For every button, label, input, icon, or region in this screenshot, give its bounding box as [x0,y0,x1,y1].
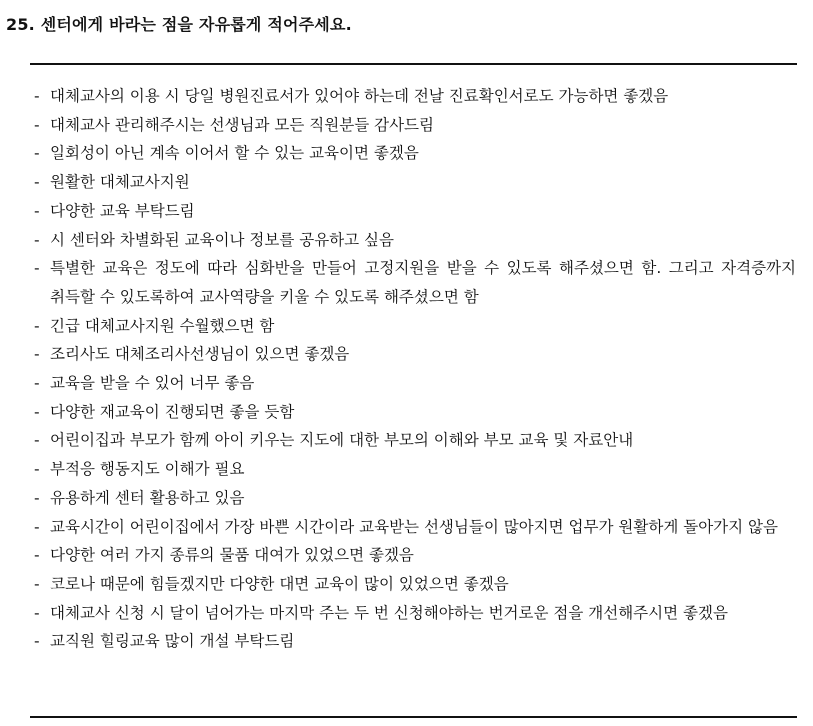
bullet-dash: - [34,144,40,163]
answer-text: 조리사도 대체조리사선생님이 있으면 좋겠음 [50,345,350,364]
list-item [34,312,796,341]
answer-text: 부적응 행동지도 이해가 필요 [50,460,245,479]
answer-text: 대체교사의 이용 시 당일 병원진료서가 있어야 하는데 전날 진료확인서로도 가능하면 좋겠음 [50,87,669,105]
bullet-dash: - [34,546,40,565]
answer-text: 어린이집과 부모가 함께 아이 키우는 지도에 대한 부모의 이해와 부모 교육 및 자료안내 [50,431,634,450]
bullet-dash: - [34,374,40,393]
list-item [34,570,796,599]
answer-text: 유용하게 센터 활용하고 있음 [50,488,245,507]
answer-list [34,82,796,656]
bullet-dash: - [34,259,40,278]
list-item [34,369,796,398]
bullet-dash: - [34,402,40,421]
list-item [34,484,796,513]
question-title: 25. 센터에게 바라는 점을 자유롭게 적어주세요. [6,15,352,34]
answer-text: 일회성이 아닌 계속 이어서 할 수 있는 교육이면 좋겠음 [50,144,419,163]
answer-text: 원활한 대체교사지원 [50,173,190,192]
list-item [34,340,796,369]
answer-text: 대체교사 신청 시 달이 넘어가는 마지막 주는 두 번 신청해야하는 번거로운 점을 개선해주시면 좋겠음 [50,603,728,622]
bullet-dash: - [34,115,40,134]
list-item [34,82,796,111]
bullet-dash: - [34,431,40,450]
list-item [34,197,796,226]
answer-text: 대체교사 관리해주시는 선생님과 모든 직원분들 감사드림 [50,115,434,134]
list-item [34,627,796,656]
bullet-dash: - [34,345,40,364]
answer-text: 교육을 받을 수 있어 너무 좋음 [50,374,255,393]
answer-text: 긴급 대체교사지원 수월했으면 함 [50,316,275,335]
bullet-dash: - [34,460,40,479]
list-item [34,139,796,168]
bullet-dash: - [34,173,40,192]
list-item [34,455,796,484]
bullet-dash: - [34,632,40,651]
list-item [34,599,796,628]
list-item [34,541,796,570]
list-item [34,513,796,542]
bullet-dash: - [34,517,40,536]
bullet-dash: - [34,603,40,622]
answer-text: 시 센터와 차별화된 교육이나 정보를 공유하고 싶음 [50,230,394,249]
bullet-dash: - [34,87,40,105]
answer-text: 교육시간이 어린이집에서 가장 바쁜 시간이라 교육받는 선생님들이 많아지면 업무가 원활하게 돌아가지 않음 [50,517,778,536]
bullet-dash: - [34,201,40,220]
bottom-divider [30,716,797,718]
list-item [34,398,796,427]
list-item [34,226,796,255]
answer-text: 다양한 여러 가지 종류의 물품 대여가 있었으면 좋겠음 [50,546,414,565]
list-item [34,168,796,197]
answer-text: 교직원 힐링교육 많이 개설 부탁드림 [50,632,295,651]
answer-text: 코로나 때문에 힘들겠지만 다양한 대면 교육이 많이 있었으면 좋겠음 [50,574,509,593]
bullet-dash: - [34,574,40,593]
bullet-dash: - [34,488,40,507]
top-divider [30,63,797,65]
bullet-dash: - [34,316,40,335]
bullet-dash: - [34,230,40,249]
answer-text: 다양한 교육 부탁드림 [50,201,195,220]
list-item [34,426,796,455]
list-item [34,254,796,311]
answer-text: 특별한 교육은 정도에 따라 심화반을 만들어 고정지원을 받을 수 있도록 해주셨으면 함. 그리고 자격증까지 취득할 수 있도록하여 교사역량을 키울 수 있도록 해주셨으면 함 [50,259,796,306]
list-item [34,111,796,140]
answer-text: 다양한 재교육이 진행되면 좋을 듯함 [50,402,295,421]
